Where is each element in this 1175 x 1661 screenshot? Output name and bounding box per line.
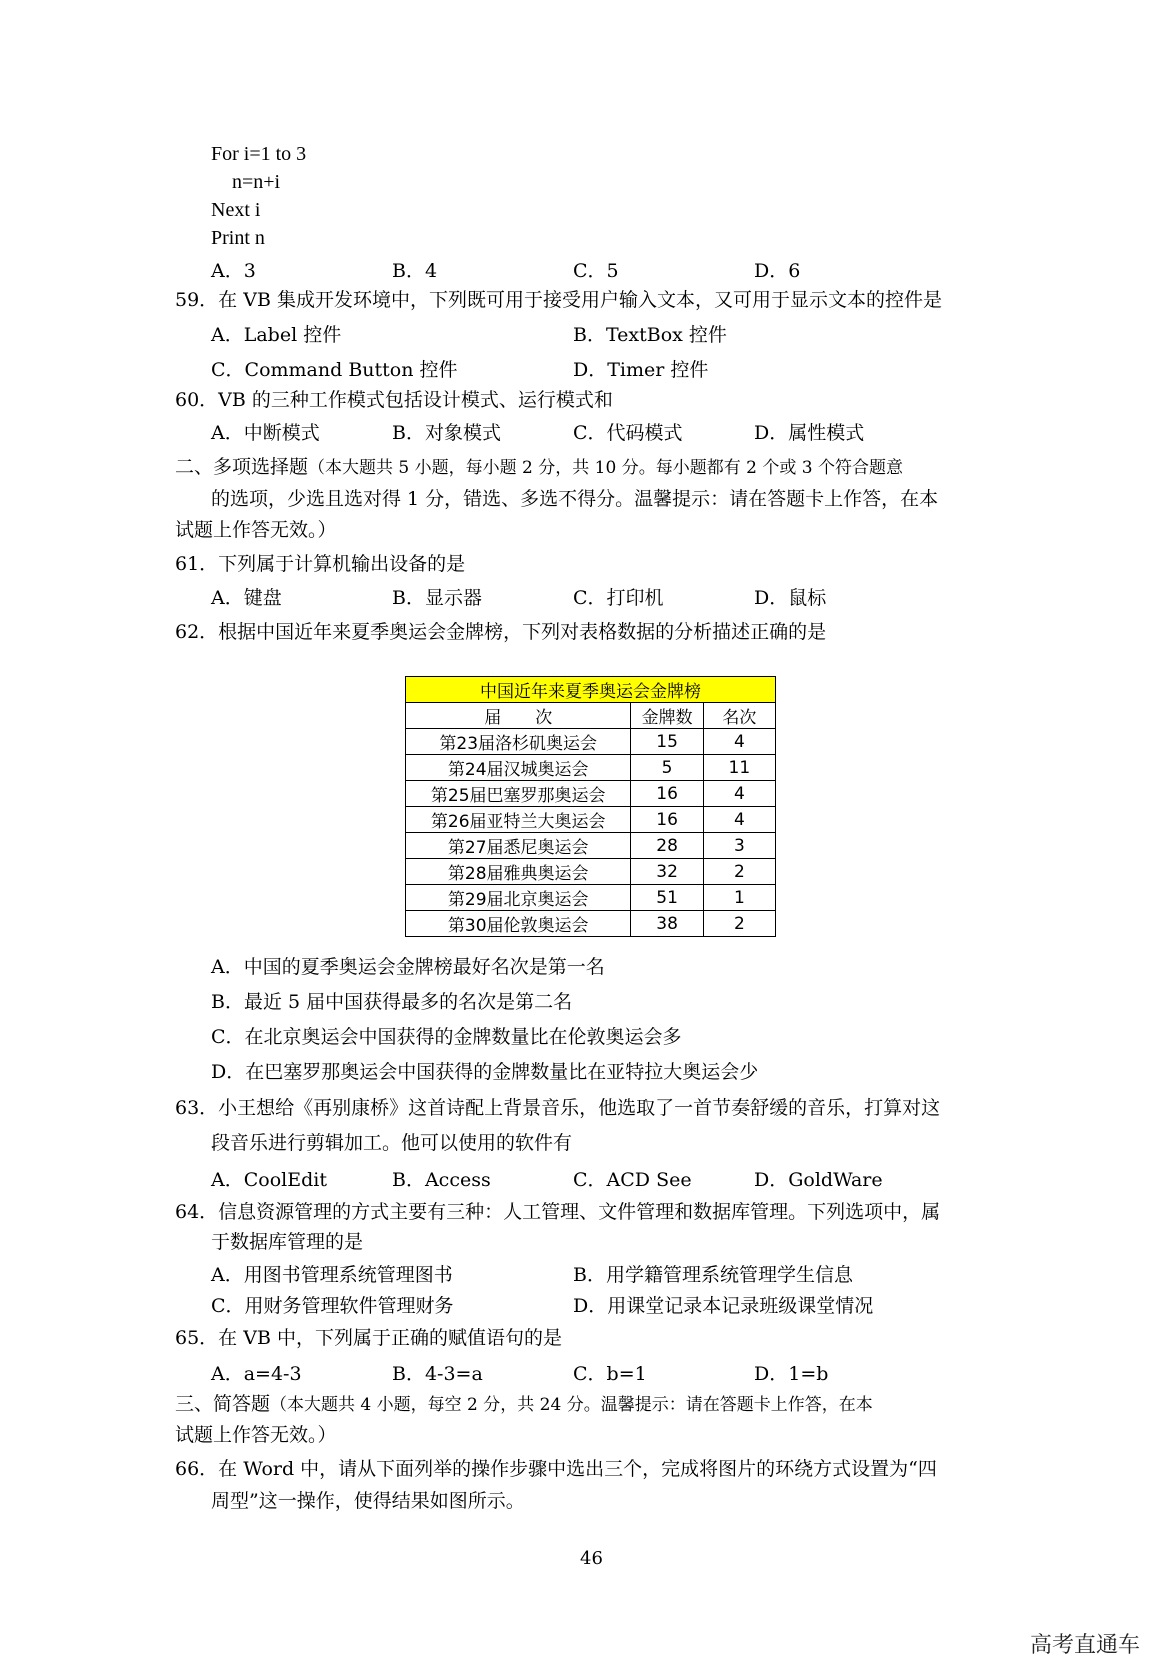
q62-option-c: C．在北京奥运会中国获得的金牌数量比在伦敦奥运会多 [211, 1026, 682, 1048]
page-number: 46 [580, 1548, 603, 1569]
q63-option-a: A．CoolEdit [211, 1169, 327, 1191]
code-line-2: n=n+i [232, 171, 281, 193]
cell-edition: 第29届北京奥运会 [406, 885, 631, 911]
q63-option-c: C．ACD See [573, 1169, 692, 1191]
table-row [406, 729, 776, 755]
header-rank: 名次 [703, 703, 775, 729]
code-line-3: Next i [211, 199, 261, 221]
q59-option-c: C．Command Button 控件 [211, 359, 458, 381]
cell-rank: 2 [703, 911, 775, 937]
section3-header [175, 1392, 873, 1417]
q62-option-d: D．在巴塞罗那奥运会中国获得的金牌数量比在亚特拉大奥运会少 [211, 1061, 759, 1083]
q62-stem: 62．根据中国近年来夏季奥运会金牌榜，下列对表格数据的分析描述正确的是 [175, 621, 827, 643]
section2-header [175, 455, 903, 480]
cell-edition: 第28届雅典奥运会 [406, 859, 631, 885]
cell-edition: 第27届悉尼奥运会 [406, 833, 631, 859]
cell-gold: 32 [631, 859, 703, 885]
cell-gold: 38 [631, 911, 703, 937]
q61-option-c: C．打印机 [573, 587, 664, 609]
cell-rank: 4 [703, 781, 775, 807]
code-line-1: For i=1 to 3 [211, 143, 307, 165]
cell-edition: 第23届洛杉矶奥运会 [406, 729, 631, 755]
q59-stem: 59．在 VB 集成开发环境中，下列既可用于接受用户输入文本，又可用于显示文本的控件是 [175, 289, 942, 311]
table-row [406, 833, 776, 859]
watermark-text: 高考直通车 [1030, 1633, 1141, 1658]
q64-option-a: A．用图书管理系统管理图书 [211, 1264, 453, 1286]
q65-option-c: C．b=1 [573, 1363, 647, 1385]
section3-instructions-2: 试题上作答无效。） [175, 1424, 337, 1446]
cell-gold: 16 [631, 781, 703, 807]
table-caption-row [406, 677, 776, 703]
q63-option-b: B．Access [392, 1169, 491, 1191]
q63-stem-2: 段音乐进行剪辑加工。他可以使用的软件有 [211, 1132, 573, 1154]
q66-stem-2: 周型”这一操作，使得结果如图所示。 [211, 1490, 525, 1512]
q62-option-b: B．最近 5 届中国获得最多的名次是第二名 [211, 991, 573, 1013]
header-gold-count: 金牌数 [631, 703, 703, 729]
cell-edition: 第25届巴塞罗那奥运会 [406, 781, 631, 807]
q59-option-a: A．Label 控件 [211, 324, 342, 346]
cell-gold: 51 [631, 885, 703, 911]
cell-edition: 第24届汉城奥运会 [406, 755, 631, 781]
cell-rank: 4 [703, 729, 775, 755]
section3-instructions-1: （本大题共 4 小题，每空 2 分，共 24 分。温馨提示：请在答题卡上作答，在本 [270, 1395, 873, 1415]
cell-rank: 3 [703, 833, 775, 859]
q58-option-d: D．6 [754, 260, 801, 282]
q65-option-b: B．4-3=a [392, 1363, 483, 1385]
cell-rank: 2 [703, 859, 775, 885]
section2-instructions-3: 试题上作答无效。） [175, 519, 337, 541]
table-row [406, 781, 776, 807]
q64-stem-1: 64．信息资源管理的方式主要有三种：人工管理、文件管理和数据库管理。下列选项中，属 [175, 1201, 941, 1223]
q66-stem-1: 66．在 Word 中，请从下面列举的操作步骤中选出三个，完成将图片的环绕方式设置为“四 [175, 1458, 937, 1480]
q60-option-a: A．中断模式 [211, 422, 320, 444]
q64-option-c: C．用财务管理软件管理财务 [211, 1295, 454, 1317]
q65-option-d: D．1=b [754, 1363, 829, 1385]
header-edition: 届 次 [406, 703, 631, 729]
q61-option-d: D．鼠标 [754, 587, 827, 609]
cell-gold: 15 [631, 729, 703, 755]
q60-option-c: C．代码模式 [573, 422, 683, 444]
cell-rank: 4 [703, 807, 775, 833]
table-row [406, 911, 776, 937]
q63-option-d: D．GoldWare [754, 1169, 883, 1191]
q64-option-b: B．用学籍管理系统管理学生信息 [573, 1264, 853, 1286]
q58-option-c: C．5 [573, 260, 619, 282]
table-row [406, 859, 776, 885]
section2-instructions-2: 的选项，少选且选对得 1 分，错选、多选不得分。温馨提示：请在答题卡上作答，在本 [211, 488, 939, 510]
q64-stem-2: 于数据库管理的是 [211, 1231, 364, 1253]
section2-title: 二、多项选择题 [175, 456, 309, 478]
table-row [406, 885, 776, 911]
q64-option-d: D．用课堂记录本记录班级课堂情况 [573, 1295, 874, 1317]
q62-option-a: A．中国的夏季奥运会金牌榜最好名次是第一名 [211, 956, 605, 978]
q59-option-b: B．TextBox 控件 [573, 324, 727, 346]
q60-stem: 60．VB 的三种工作模式包括设计模式、运行模式和 [175, 389, 613, 411]
medal-table [405, 676, 776, 937]
q60-option-d: D．属性模式 [754, 422, 865, 444]
cell-gold: 5 [631, 755, 703, 781]
table-header-row [406, 703, 776, 729]
section3-title: 三、简答题 [175, 1393, 271, 1415]
cell-gold: 28 [631, 833, 703, 859]
cell-gold: 16 [631, 807, 703, 833]
cell-edition: 第26届亚特兰大奥运会 [406, 807, 631, 833]
cell-rank: 11 [703, 755, 775, 781]
cell-rank: 1 [703, 885, 775, 911]
q58-option-a: A．3 [211, 260, 256, 282]
q60-option-b: B．对象模式 [392, 422, 501, 444]
q61-option-a: A．键盘 [211, 587, 282, 609]
q61-option-b: B．显示器 [392, 587, 482, 609]
table-row [406, 807, 776, 833]
q65-stem: 65．在 VB 中，下列属于正确的赋值语句的是 [175, 1327, 562, 1349]
code-line-4: Print n [211, 227, 265, 249]
table-row [406, 755, 776, 781]
table-caption: 中国近年来夏季奥运会金牌榜 [406, 677, 776, 703]
q63-stem-1: 63．小王想给《再别康桥》这首诗配上背景音乐，他选取了一首节奏舒缓的音乐，打算对这 [175, 1097, 941, 1119]
q61-stem: 61．下列属于计算机输出设备的是 [175, 553, 466, 575]
section2-instructions-1: （本大题共 5 小题，每小题 2 分，共 10 分。每小题都有 2 个或 3 个符合题意 [308, 458, 903, 478]
cell-edition: 第30届伦敦奥运会 [406, 911, 631, 937]
q59-option-d: D．Timer 控件 [573, 359, 709, 381]
q58-option-b: B．4 [392, 260, 438, 282]
q65-option-a: A．a=4-3 [211, 1363, 302, 1385]
